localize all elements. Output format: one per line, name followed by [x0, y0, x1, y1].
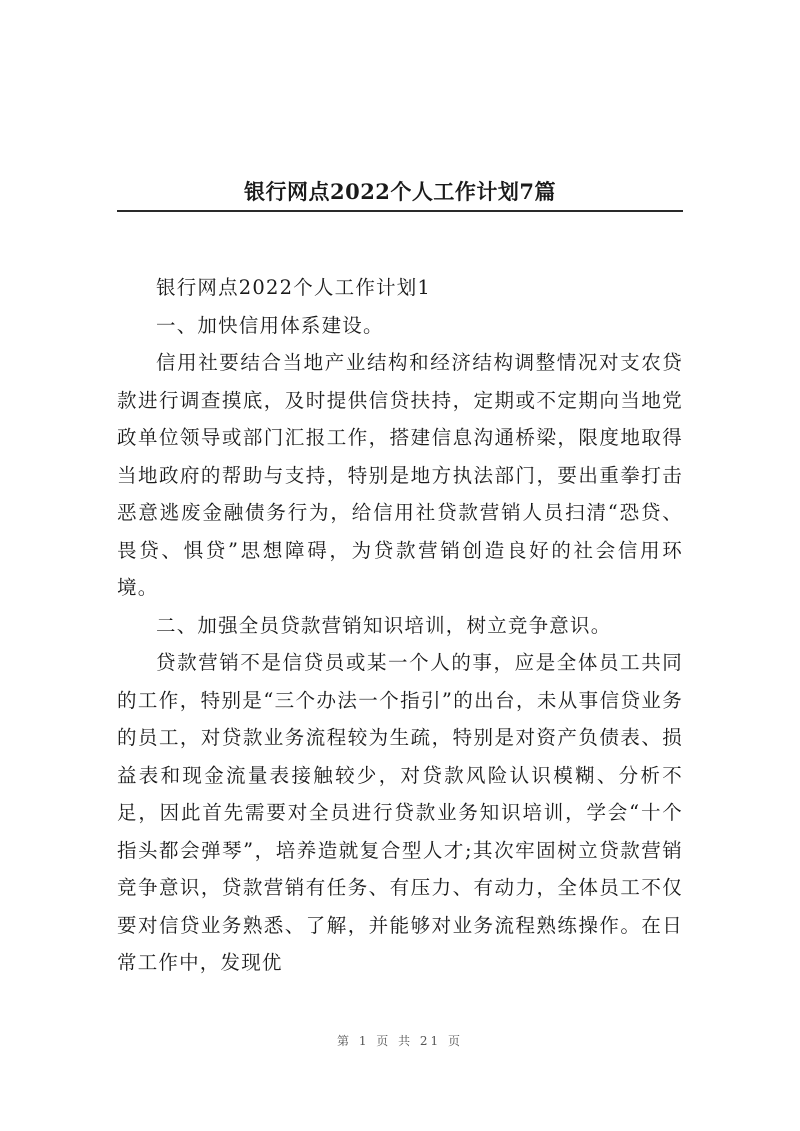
paragraph-2: 贷款营销不是信贷员或某一个人的事，应是全体员工共同的工作，特别是“三个办法一个指引”的出台，未从事信贷业务的员工，对贷款业务流程较为生疏，特别是对资产负债表、损益表和现金流量表接触较少，对贷款风险认识模糊、分析不足，因此首先需要对全员进行贷款业务知识培训，学会“十个指头都会弹琴”，培养造就复合型人才;其次牢固树立贷款营销竞争意识，贷款营销有任务、有压力、有动力，全体员工不仅要对信贷业务熟悉、了解，并能够对业务流程熟练操作。在日常工作中，发现优 [117, 651, 683, 974]
paragraph-1: 信用社要结合当地产业结构和经济结构调整情况对支农贷款进行调查摸底，及时提供信贷扶持，定期或不定期向当地党政单位领导或部门汇报工作，搭建信息沟通桥梁，限度地取得当地政府的帮助与支持，特别是地方执法部门，要出重拳打击恶意逃废金融债务行为，给信用社贷款营销人员扫清“恐贷、畏贷、惧贷”思想障碍，为贷款营销创造良好的社会信用环境。 [117, 351, 683, 599]
subheading-1: 一、加快信用体系建设。 [156, 313, 384, 337]
page-number: 第 1 页 共 21 页 [337, 1034, 463, 1048]
title-divider [117, 210, 683, 212]
subheading-2: 二、加强全员贷款营销知识培训，树立竞争意识。 [156, 613, 612, 637]
document-body [117, 269, 683, 982]
document-title: 银行网点2022个人工作计划7篇 [243, 179, 557, 205]
section-heading: 银行网点2022个人工作计划1 [156, 276, 432, 299]
